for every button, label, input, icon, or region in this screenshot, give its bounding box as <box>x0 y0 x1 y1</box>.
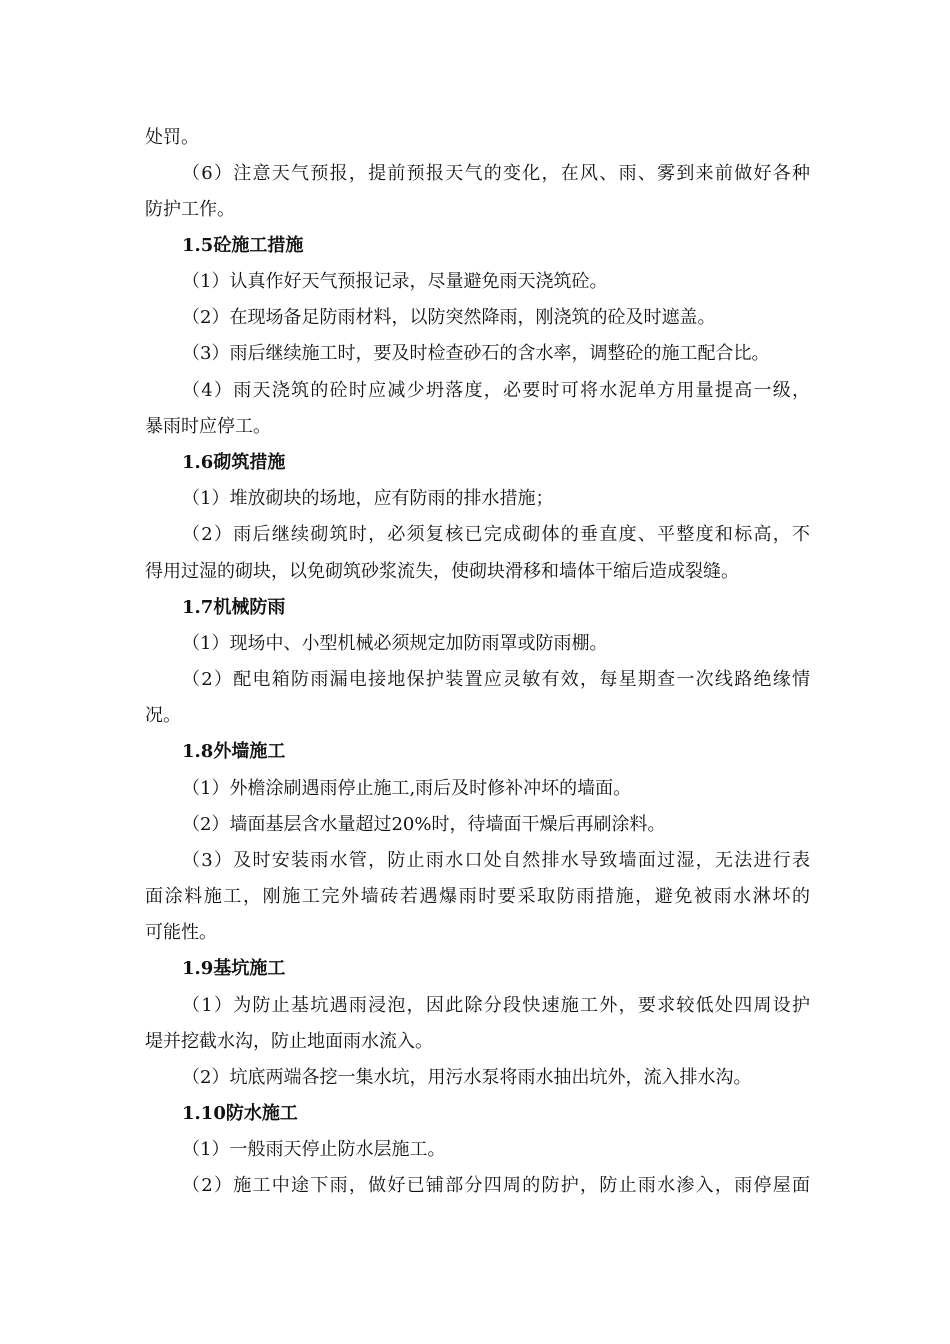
section-heading-1-5: 1.5砼施工措施 <box>182 235 304 256</box>
paragraph-line: （4）雨天浇筑的砼时应减少坍落度，必要时可将水泥单方用量提高一级， <box>182 380 810 401</box>
paragraph-line: 处罚。 <box>145 127 199 148</box>
section-heading-1-8: 1.8外墙施工 <box>182 741 286 762</box>
paragraph-line: （2）墙面基层含水量超过20%时，待墙面干燥后再刷涂料。 <box>182 814 666 835</box>
paragraph-line: 堤并挖截水沟，防止地面雨水流入。 <box>145 1031 433 1052</box>
paragraph-line: （1）堆放砌块的场地，应有防雨的排水措施； <box>182 488 554 509</box>
paragraph-line: （1）为防止基坑遇雨浸泡，因此除分段快速施工外，要求较低处四周设护 <box>182 995 810 1016</box>
section-heading-1-6: 1.6砌筑措施 <box>182 452 286 473</box>
paragraph-line: （2）雨后继续砌筑时，必须复核已完成砌体的垂直度、平整度和标高，不 <box>182 524 810 545</box>
section-heading-1-7: 1.7机械防雨 <box>182 597 286 618</box>
paragraph-line: （1）现场中、小型机械必须规定加防雨罩或防雨棚。 <box>182 633 608 654</box>
paragraph-line: （2）施工中途下雨，做好已铺部分四周的防护，防止雨水渗入，雨停屋面 <box>182 1175 810 1196</box>
paragraph-line: 防护工作。 <box>145 199 235 220</box>
paragraph-line: 面涂料施工，刚施工完外墙砖若遇爆雨时要采取防雨措施，避免被雨水淋坏的 <box>145 886 810 907</box>
paragraph-line: （6）注意天气预报，提前预报天气的变化，在风、雨、雾到来前做好各种 <box>182 163 810 184</box>
paragraph-line: （1）一般雨天停止防水层施工。 <box>182 1139 446 1160</box>
paragraph-line: （2）在现场备足防雨材料，以防突然降雨，刚浇筑的砼及时遮盖。 <box>182 307 716 328</box>
paragraph-line: （3）及时安装雨水管，防止雨水口处自然排水导致墙面过湿，无法进行表 <box>182 850 810 871</box>
paragraph-line: 况。 <box>145 705 181 726</box>
section-heading-1-10: 1.10防水施工 <box>182 1103 298 1124</box>
paragraph-line: 暴雨时应停工。 <box>145 416 271 437</box>
paragraph-line: 可能性。 <box>145 922 217 943</box>
paragraph-line: （1）认真作好天气预报记录，尽量避免雨天浇筑砼。 <box>182 271 608 292</box>
section-heading-1-9: 1.9基坑施工 <box>182 958 286 979</box>
paragraph-line: 得用过湿的砌块，以免砌筑砂浆流失，使砌块滑移和墙体干缩后造成裂缝。 <box>145 561 739 582</box>
paragraph-line: （2）坑底两端各挖一集水坑，用污水泵将雨水抽出坑外，流入排水沟。 <box>182 1067 752 1088</box>
paragraph-line: （2）配电箱防雨漏电接地保护装置应灵敏有效，每星期查一次线路绝缘情 <box>182 669 810 690</box>
paragraph-line: （1）外檐涂刷遇雨停止施工,雨后及时修补冲坏的墙面。 <box>182 778 632 799</box>
paragraph-line: （3）雨后继续施工时，要及时检查砂石的含水率，调整砼的施工配合比。 <box>182 343 770 364</box>
